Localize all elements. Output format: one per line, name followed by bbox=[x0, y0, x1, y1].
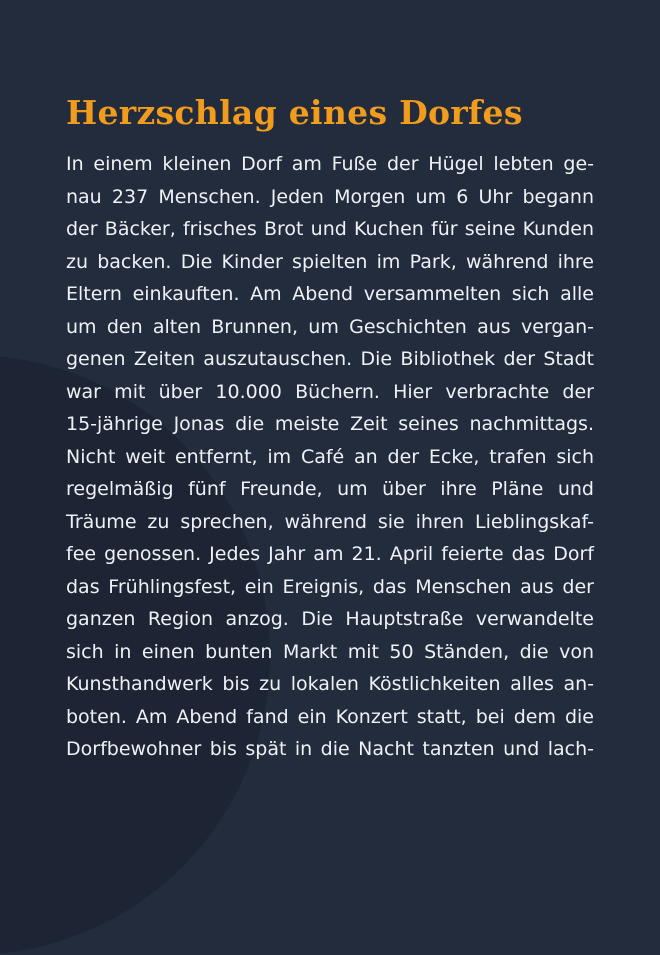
body-line: zu backen. Die Kinder spielten im Park, während ihre bbox=[66, 250, 594, 273]
body-line: fee genossen. Jedes Jahr am 21. April feierte das Dorf bbox=[66, 543, 594, 565]
body-line: Dorfbewohner bis spät in die Nacht tanzten und lach- bbox=[66, 738, 594, 760]
body-text bbox=[66, 148, 594, 766]
page-title: Herzschlag eines Dorfes bbox=[66, 93, 523, 132]
body-line: Nicht weit entfernt, im Café an der Ecke, trafen sich bbox=[66, 445, 594, 468]
body-line: boten. Am Abend fand ein Konzert statt, bei dem die bbox=[66, 705, 594, 728]
body-line: der Bäcker, frisches Brot und Kuchen für seine Kunden bbox=[66, 218, 594, 240]
body-line: 15-jährige Jonas die meiste Zeit seines nachmittags. bbox=[66, 413, 594, 435]
body-line: um den alten Brunnen, um Geschichten aus vergan- bbox=[66, 315, 594, 338]
body-line: regelmäßig fünf Freunde, um über ihre Pläne und bbox=[66, 478, 594, 500]
body-line: In einem kleinen Dorf am Fuße der Hügel lebten ge- bbox=[66, 153, 594, 175]
body-line: Eltern einkauften. Am Abend versammelten sich alle bbox=[66, 283, 594, 305]
article bbox=[66, 90, 594, 766]
body-line: genen Zeiten auszutauschen. Die Bibliothek der Stadt bbox=[66, 348, 594, 370]
body-line: sich in einen bunten Markt mit 50 Ständen, die von bbox=[66, 640, 594, 663]
body-line: ganzen Region anzog. Die Hauptstraße verwandelte bbox=[66, 608, 594, 630]
body-line: das Frühlingsfest, ein Ereignis, das Menschen aus der bbox=[66, 575, 594, 598]
body-line: war mit über 10.000 Büchern. Hier verbrachte der bbox=[66, 380, 594, 403]
body-line: nau 237 Menschen. Jeden Morgen um 6 Uhr begann bbox=[66, 185, 594, 208]
body-line: Kunsthandwerk bis zu lokalen Köstlichkeiten alles an- bbox=[66, 673, 594, 695]
body-line: Träume zu sprechen, während sie ihren Lieblingskaf- bbox=[66, 510, 594, 533]
